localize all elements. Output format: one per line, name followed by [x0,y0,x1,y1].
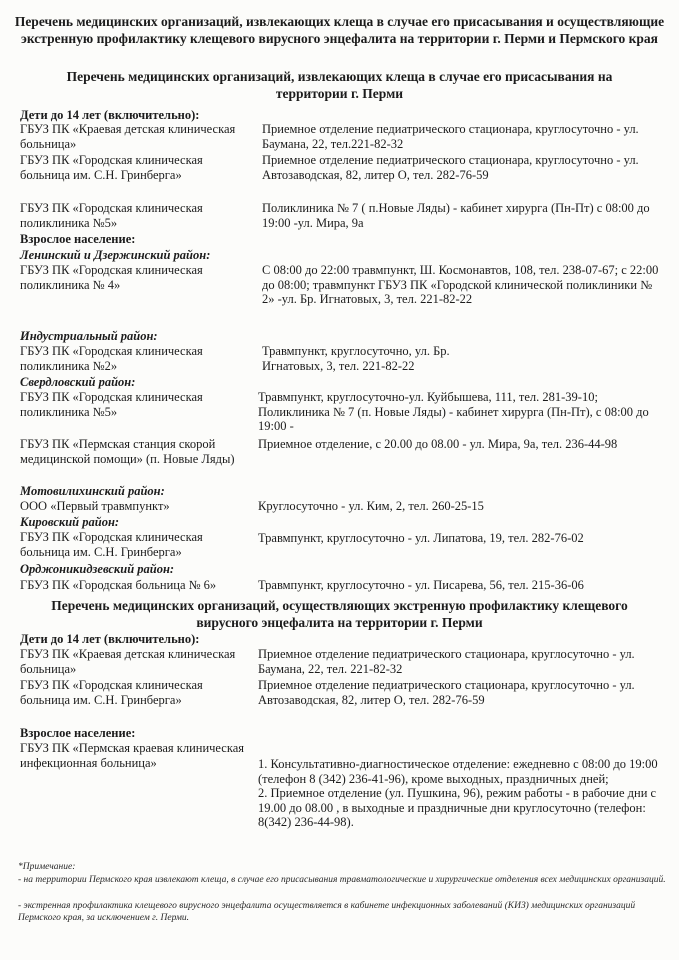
org-info: Приемное отделение педиатрического стационара, круглосуточно - ул. Баумана, 22, тел. 221-82-32 [258,647,635,676]
org-info: Травмпункт, круглосуточно, ул. Бр. Игнатовых, 3, тел. 221-82-22 [262,344,450,373]
org-info: Круглосуточно - ул. Ким, 2, тел. 260-25-15 [258,499,484,513]
org-info: Травмпункт, круглосуточно - ул. Липатова, 19, тел. 282-76-02 [258,531,584,545]
org-info: Травмпункт, круглосуточно-ул. Куйбышева, 111, тел. 281-39-10; Поликлиника № 7 (п. Новые Ляды) - кабинет хирурга (Пн-Пт), с 08:00 до 19:00 - [258,390,649,433]
district-name: Кировский район: [20,515,120,529]
footnote-item: - экстренная профилактика клещевого вирусного энцефалита осуществляется в кабинете инфекционных заболеваний (КИЗ) медицинских организаций Пермского края, за исключением г. Перми. [18,901,636,923]
org-name: ГБУЗ ПК «Городская клиническая поликлиника №2» [20,344,203,373]
org-info: Приемное отделение педиатрического стационара, круглосуточно - ул. Автозаводская, 82, литер О, тел. 282-76-59 [262,153,639,182]
org-info: 1. Консультативно-диагностическое отделение: ежедневно с 08:00 до 19:00 (телефон 8 (342) 236-41-96), кроме выходных, праздничных дней; 2. Приемное отделение (ул. Пушкина, 96), режим работы - в рабочие дни с 19.00 до 08.00 , в выходные и праздничные дни круглосуточно (телефон: 8(342) 236-44-98). [258,757,658,829]
district-name: Свердловский район: [20,375,136,389]
org-name: ГБУЗ ПК «Краевая детская клиническая больница» [20,647,236,676]
section2-title: Перечень медицинских организаций, осуществляющих экстренную профилактику клещевого вирусного энцефалита на территории г. Перми [51,598,628,630]
org-name: ООО «Первый травмпункт» [20,499,170,513]
org-name: ГБУЗ ПК «Пермская краевая клиническая инфекционная больница» [20,741,245,770]
org-name: ГБУЗ ПК «Городская клиническая больница им. С.Н. Гринберга» [20,153,203,182]
org-name: ГБУЗ ПК «Пермская станция скорой медицинской помощи» (п. Новые Ляды) [20,437,235,466]
org-name: ГБУЗ ПК «Городская клиническая больница им. С.Н. Гринберга» [20,678,203,707]
org-info: Приемное отделение педиатрического стационара, круглосуточно - ул. Баумана, 22, тел.221-82-32 [262,122,639,151]
org-info: Травмпункт, круглосуточно - ул. Писарева, 56, тел. 215-36-06 [258,578,584,592]
org-info: Поликлиника № 7 ( п.Новые Ляды) - кабинет хирурга (Пн-Пт) с 08:00 до 19:00 -ул. Мира, 9а [262,201,650,230]
district-name: Индустриальный район: [20,329,158,343]
footnote-item: - на территории Пермского края извлекают клеща, в случае его присасывания травматологические и хирургические отделения всех медицинских организаций. [18,875,666,885]
children-label: Дети до 14 лет (включительно): [20,632,200,646]
section1-title: Перечень медицинских организаций, извлекающих клеща в случае его присасывания на территории г. Перми [66,69,613,101]
org-name: ГБУЗ ПК «Городская больница № 6» [20,578,217,592]
district-name: Мотовилихинский район: [20,484,165,498]
org-name: ГБУЗ ПК «Городская клиническая поликлиника №5» [20,390,203,419]
children-label: Дети до 14 лет (включительно): [20,108,200,122]
adult-label: Взрослое население: [20,232,136,246]
main-title: Перечень медицинских организаций, извлекающих клеща в случае его присасывания и осуществляющие экстренную профилактику клещевого вирусного энцефалита на территории г. Перми и Пермского края [14,14,665,46]
district-name: Ленинский и Дзержинский район: [20,248,211,262]
org-name: ГБУЗ ПК «Городская клиническая поликлиника №5» [20,201,203,230]
org-name: ГБУЗ ПК «Городская клиническая больница им. С.Н. Гринберга» [20,530,203,559]
org-info: Приемное отделение, с 20.00 до 08.00 - ул. Мира, 9а, тел. 236-44-98 [258,437,618,451]
adult-label: Взрослое население: [20,726,136,740]
org-info: С 08:00 до 22:00 травмпункт, Ш. Космонавтов, 108, тел. 238-07-67; с 22:00 до 08:00; травмпункт ГБУЗ ПК «Городской клинической поликлиники № 2» -ул. Бр. Игнатовых, 3, тел. 221-82-22 [262,263,659,306]
footnote-label: *Примечание: [18,862,76,872]
org-name: ГБУЗ ПК «Городская клиническая поликлиника № 4» [20,263,203,292]
org-name: ГБУЗ ПК «Краевая детская клиническая больница» [20,122,236,151]
org-info: Приемное отделение педиатрического стационара, круглосуточно - ул. Автозаводская, 82, литер О, тел. 282-76-59 [258,678,635,707]
district-name: Орджоникидзевский район: [20,562,175,576]
